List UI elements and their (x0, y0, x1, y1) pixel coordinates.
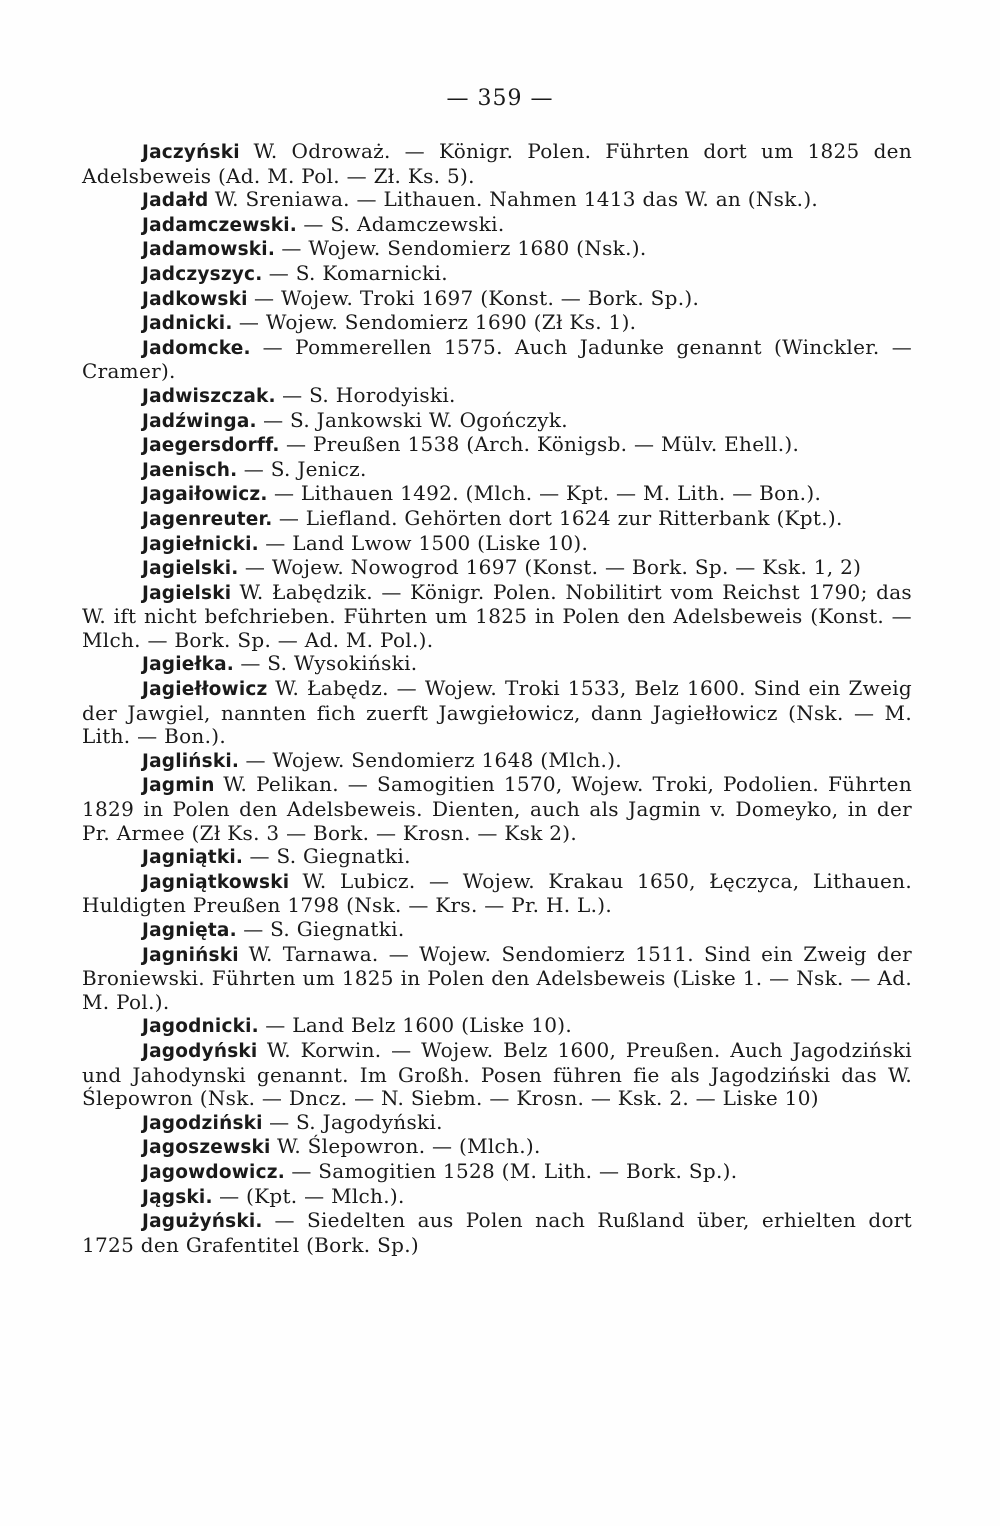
entry-surname: Jagaiłowicz. (142, 484, 268, 506)
list-item (82, 1185, 912, 1210)
entry-text: — Land Belz 1600 (Liske 10). (265, 1013, 573, 1038)
entry-surname: Jadkowski (142, 288, 248, 310)
entry-surname: Jagodnicki. (142, 1016, 259, 1038)
entry-text: W. Sreniawa. — Lithauen. Nahmen 1413 das W. an (Nsk.). (214, 187, 819, 212)
entry-surname: Jagowdowicz. (142, 1161, 285, 1183)
entry-surname: Jagnięta. (142, 920, 237, 941)
entry-text: — Wojew. Sendomierz 1690 (Zł Ks. 1). (238, 310, 637, 335)
entry-surname: Jagniątki. (142, 847, 244, 869)
entry-surname: Jadałd (142, 190, 209, 212)
list-item (82, 482, 912, 507)
list-item (82, 1014, 912, 1039)
entry-surname: Jagodyński (142, 1040, 258, 1062)
list-item (82, 213, 912, 238)
entry-surname: Jadwiszczak. (142, 385, 276, 407)
page-number: — 359 — (446, 86, 554, 111)
entry-text: — S. Jenicz. (243, 456, 367, 481)
entry-surname: Jagniński (142, 944, 239, 966)
entry-text: — S. Jagodyński. (269, 1109, 443, 1134)
entry-text: — Samogitien 1528 (M. Lith. — Bork. Sp.). (291, 1158, 738, 1183)
entry-text: — Wojew. Sendomierz 1648 (Mlch.). (245, 747, 622, 772)
list-item (82, 677, 912, 749)
entry-text: — S. Giegnatki. (249, 844, 411, 869)
entry-text: — Land Lwow 1500 (Liske 10). (265, 530, 589, 555)
list-item (82, 943, 912, 1015)
entry-surname: Jadamowski. (142, 239, 276, 261)
list-item (82, 870, 912, 918)
entry-text: — S. Adamczewski. (303, 211, 505, 236)
entry-text: W. Łabędz. — Wojew. Troki 1533, Belz 1600. Sind ein Zweig der Jawgiel, nannten fich zuerft Jawgiełowicz, dann Jagiełłowicz (Nsk. — M. Lith. — Bon.). (82, 676, 913, 749)
list-item (82, 845, 912, 870)
list-item (82, 581, 912, 653)
list-item (82, 409, 912, 434)
entry-surname: Jagliński. (142, 750, 240, 772)
entry-surname: Jagenreuter. (142, 508, 273, 530)
list-item (82, 652, 912, 677)
entry-surname: Jagiełka. (142, 654, 234, 676)
entry-text: W. Korwin. — Wojew. Belz 1600, Preußen. Auch Jagodziński und Jahodynski genannt. Im Großh. Posen führen fie als Jagodziński das W. Ślepowron (Nsk. — Dncz. — N. Siebm. — Krosn. — Ksk. 2. — Liske 10) (82, 1037, 913, 1111)
entry-text: W. Lubicz. — Wojew. Krakau 1650, Łęczyca, Lithauen. Huldigten Preußen 1798 (Nsk. — Krs. — Pr. H. L.). (82, 868, 913, 918)
entry-text: — Pommerellen 1575. Auch Jadunke genannt (Winckler. — Cramer). (82, 334, 913, 384)
entry-surname: Jadczyszyc. (142, 263, 263, 285)
list-item (82, 140, 912, 188)
entry-surname: Jagużyński. (142, 1211, 263, 1233)
entry-surname: Jadomcke. (142, 337, 251, 359)
list-item (82, 384, 912, 409)
list-item (82, 556, 912, 581)
entry-text: — S. Jankowski W. Ogończyk. (263, 407, 568, 432)
entry-surname: Jadamczewski. (142, 214, 298, 236)
entry-list (82, 140, 912, 1257)
entry-text: — Wojew. Troki 1697 (Konst. — Bork. Sp.). (254, 285, 700, 310)
entry-text: — Wojew. Nowogrod 1697 (Konst. — Bork. Sp. — Ksk. 1, 2) (244, 555, 862, 580)
list-item (82, 918, 912, 943)
entry-surname: Jadnicki. (142, 313, 233, 335)
entry-text: — Liefland. Gehörten dort 1624 zur Ritterbank (Kpt.). (278, 505, 843, 530)
entry-surname: Jagodziński (142, 1112, 263, 1134)
list-item (82, 1209, 912, 1257)
list-item (82, 336, 912, 384)
entry-text: — S. Wysokiński. (240, 651, 418, 676)
list-item (82, 433, 912, 458)
entry-surname: Jaenisch. (142, 459, 238, 481)
entry-surname: Jagmin (142, 775, 215, 797)
entry-surname: Jaegersdorff. (142, 435, 280, 457)
list-item (82, 311, 912, 336)
list-item (82, 749, 912, 774)
entry-surname: Jagniątkowski (142, 871, 290, 893)
entry-surname: Jagiełłowicz (142, 679, 268, 701)
entry-surname: Jagielski. (142, 558, 239, 580)
list-item (82, 237, 912, 262)
list-item (82, 773, 912, 845)
entry-surname: Jaczyński (142, 142, 240, 163)
list-item (82, 1135, 912, 1160)
list-item (82, 1111, 912, 1136)
entry-text: — Siedelten aus Polen nach Rußland über, erhielten dort 1725 den Grafentitel (Bork. Sp.) (82, 1208, 912, 1257)
entry-surname: Jagiełnicki. (142, 533, 259, 555)
entry-text: — (Kpt. — Mlch.). (219, 1183, 405, 1208)
entry-surname: Jagielski (142, 582, 232, 604)
entry-surname: Jagoszewski (142, 1137, 271, 1159)
entry-text: W. Łabędzik. — Königr. Polen. Nobilitirt vom Reichst 1790; das W. ift nicht befchrieben. Führten um 1825 in Polen den Adelsbeweis (Konst. — Mlch. — Bork. Sp. — Ad. M. Pol.). (82, 579, 912, 652)
list-item (82, 507, 912, 532)
entry-text: — Preußen 1538 (Arch. Königsb. — Mülv. Ehell.). (286, 432, 800, 457)
entry-text: W. Ślepowron. — (Mlch.). (276, 1134, 541, 1159)
entry-text: W. Odroważ. — Königr. Polen. Führten dort um 1825 den Adelsbeweis (Ad. M. Pol. — Zł. Ks. 5). (82, 139, 913, 188)
entry-surname: Jadźwinga. (142, 410, 257, 432)
list-item (82, 188, 912, 213)
list-item (82, 532, 912, 557)
entry-surname: Jągski. (142, 1186, 213, 1208)
list-item (82, 287, 912, 312)
list-item (82, 458, 912, 483)
entry-text: — Wojew. Sendomierz 1680 (Nsk.). (281, 236, 647, 261)
list-item (82, 1039, 912, 1111)
entry-text: — S. Horodyiski. (282, 382, 456, 407)
entry-text: — Lithauen 1492. (Mlch. — Kpt. — M. Lith. — Bon.). (273, 481, 822, 506)
entry-text: W. Pelikan. — Samogitien 1570, Wojew. Troki, Podolien. Führten 1829 in Polen den Adelsbeweis. Dienten, auch als Jagmin v. Domeyko, in der Pr. Armee (Zł Ks. 3 — Bork. — Krosn. — Ksk 2). (82, 772, 912, 845)
entry-text: W. Tarnawa. — Wojew. Sendomierz 1511. Sind ein Zweig der Broniewski. Führten um 1825 in Polen den Adelsbeweis (Liske 1. — Nsk. — Ad. M. Pol.). (82, 941, 913, 1014)
entry-text: — S. Komarnicki. (268, 260, 448, 285)
list-item (82, 262, 912, 287)
list-item (82, 1160, 912, 1185)
entry-text: — S. Giegnatki. (243, 917, 405, 941)
